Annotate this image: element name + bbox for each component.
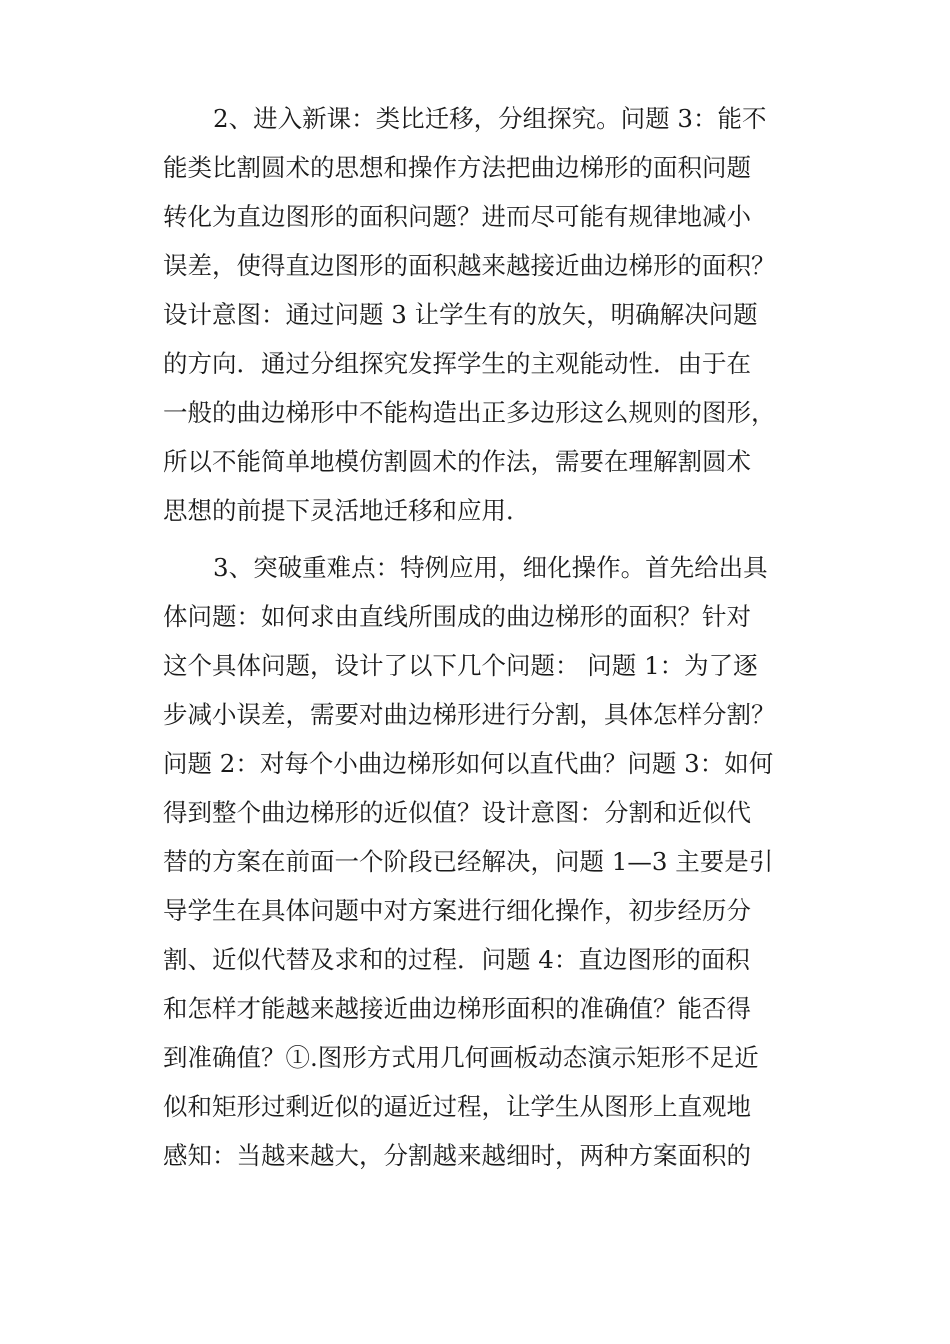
text-line: 的方向．通过分组探究发挥学生的主观能动性．由于在 [163, 349, 751, 378]
text-line: 得到整个曲边梯形的近似值？设计意图：分割和近似代 [163, 798, 751, 827]
text-line: 导学生在具体问题中对方案进行细化操作，初步经历分 [163, 896, 751, 925]
paragraph-3-key-difficulties [163, 543, 803, 1180]
text-line: 和怎样才能越来越接近曲边梯形面积的准确值？能否得 [163, 994, 751, 1023]
text-line: 到准确值？①.图形方式用几何画板动态演示矩形不足近 [163, 1043, 759, 1072]
text-line: 替的方案在前面一个阶段已经解决，问题 1—3 主要是引 [163, 847, 774, 876]
text-line: 这个具体问题，设计了以下几个问题： 问题 1：为了逐 [163, 651, 758, 680]
text-line: 所以不能简单地模仿割圆术的作法，需要在理解割圆术 [163, 447, 751, 476]
text-line: 一般的曲边梯形中不能构造出正多边形这么规则的图形， [163, 398, 776, 427]
text-line: 设计意图：通过问题 3 让学生有的放矢，明确解决问题 [163, 300, 758, 329]
text-line: 转化为直边图形的面积问题？进而尽可能有规律地减小 [163, 202, 751, 231]
text-line: 体问题：如何求由直线所围成的曲边梯形的面积？针对 [163, 602, 751, 631]
text-line: 2、进入新课：类比迁移，分组探究。问题 3：能不 [213, 104, 767, 133]
text-line: 似和矩形过剩近似的逼近过程，让学生从图形上直观地 [163, 1092, 751, 1121]
text-line: 能类比割圆术的思想和操作方法把曲边梯形的面积问题 [163, 153, 751, 182]
text-line: 3、突破重难点：特例应用，细化操作。首先给出具 [213, 553, 768, 582]
paragraph-2-new-lesson [163, 94, 803, 535]
text-line: 思想的前提下灵活地迁移和应用． [163, 496, 531, 525]
text-line: 割、近似代替及求和的过程．问题 4：直边图形的面积 [163, 945, 750, 974]
text-line: 问题 2：对每个小曲边梯形如何以直代曲？问题 3：如何 [163, 749, 774, 778]
text-line: 步减小误差，需要对曲边梯形进行分割，具体怎样分割？ [163, 700, 776, 729]
text-line: 误差，使得直边图形的面积越来越接近曲边梯形的面积？ [163, 251, 776, 280]
text-line: 感知：当越来越大，分割越来越细时，两种方案面积的 [163, 1141, 751, 1170]
